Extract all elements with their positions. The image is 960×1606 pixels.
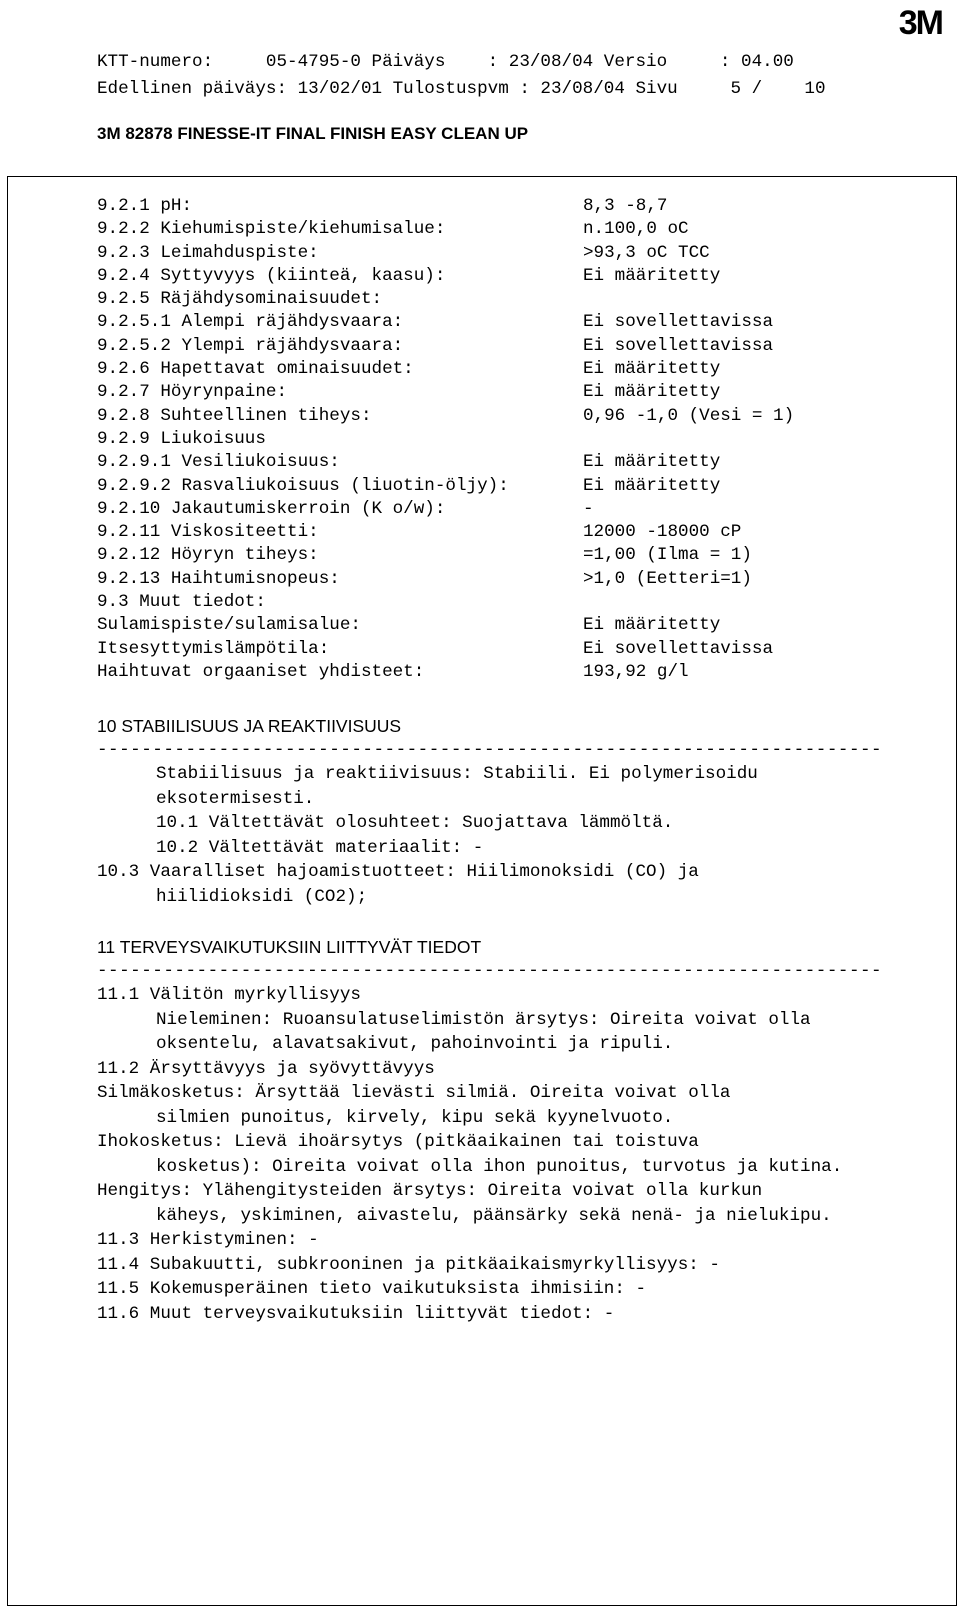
section-10-body [97,762,947,909]
property-row [97,661,947,684]
property-value: Ei määritetty [583,452,721,473]
section-11-separator: ----------------------------------------------------------------------- [97,961,883,982]
property-label: 9.2.10 Jakautumiskerroin (K o/w): [97,498,446,519]
property-label: 9.2.5.2 Ylempi räjähdysvaara: [97,335,404,356]
property-value: 193,92 g/l [583,661,689,682]
property-label: 9.2.13 Haihtumisnopeus: [97,568,340,589]
header-line-print-info: Edellinen päiväys: 13/02/01 Tulostuspvm : 23/08/04 Sivu 5 / 10 [97,79,826,99]
property-row [97,242,947,265]
property-row [97,428,947,451]
property-row [97,544,947,567]
property-row [97,498,947,521]
property-row [97,521,947,544]
property-label: Itsesyttymislämpötila: [97,638,330,659]
text-line: kosketus): Oireita voivat olla ihon punoitus, turvotus ja kutina. [156,1156,843,1177]
document-body [97,195,947,1326]
property-value: Ei määritetty [583,359,721,380]
property-row [97,311,947,334]
property-value: Ei sovellettavissa [583,638,774,659]
text-line: Nieleminen: Ruoansulatuselimistön ärsytys: Oireita voivat olla [156,1009,811,1030]
property-value: 8,3 -8,7 [583,196,668,216]
physical-properties-list [97,195,947,684]
property-row [97,451,947,474]
property-label: 9.2.4 Syttyvyys (kiinteä, kaasu): [97,265,446,286]
property-label: 9.2.9.1 Vesiliukoisuus: [97,452,340,473]
3m-logo: 3M [898,4,942,42]
property-row [97,591,947,614]
property-row [97,218,947,241]
property-value: Ei sovellettavissa [583,335,774,356]
property-label: 9.2.9 Liukoisuus [97,428,266,449]
text-line: silmien punoitus, kirvely, kipu sekä kyynelvuoto. [156,1107,674,1128]
property-value: Ei määritetty [583,265,721,286]
text-line: 11.4 Subakuutti, subkrooninen ja pitkäaikaismyrkyllisyys: - [97,1254,720,1275]
property-value: - [583,498,594,519]
text-line: 11.6 Muut terveysvaikutuksiin liittyvät tiedot: - [97,1303,615,1324]
property-value: >93,3 oC TCC [583,242,710,263]
property-label: 9.3 Muut tiedot: [97,592,266,613]
property-label: 9.2.9.2 Rasvaliukoisuus (liuotin-öljy): [97,475,509,496]
property-label: 9.2.6 Hapettavat ominaisuudet: [97,359,414,380]
property-label: Haihtuvat orgaaniset yhdisteet: [97,661,425,682]
property-label: Sulamispiste/sulamisalue: [97,615,361,636]
text-line: Stabiilisuus ja reaktiivisuus: Stabiili. Ei polymerisoidu [156,764,758,785]
property-value: >1,0 (Eetteri=1) [583,568,752,589]
property-value: Ei määritetty [583,475,721,496]
property-label: 9.2.7 Höyrynpaine: [97,382,288,403]
text-line: eksotermisesti. [156,788,315,809]
text-line: 10.2 Vältettävät materiaalit: - [156,837,484,858]
property-row [97,475,947,498]
text-line: 11.3 Herkistyminen: - [97,1230,319,1251]
property-label: 9.2.11 Viskositeetti: [97,522,319,543]
property-row [97,638,947,661]
text-line: käheys, yskiminen, aivastelu, päänsärky sekä nenä- ja nielukipu. [156,1205,832,1226]
property-label: 9.2.5.1 Alempi räjähdysvaara: [97,312,404,333]
section-10-title: 10 STABIILISUUS JA REAKTIIVISUUS [97,716,402,737]
property-value: Ei määritetty [583,382,721,403]
section-11-body [97,983,947,1326]
property-value: Ei sovellettavissa [583,312,774,333]
property-label: 9.2.12 Höyryn tiheys: [97,545,319,566]
property-label: 9.2.2 Kiehumispiste/kiehumisalue: [97,219,446,240]
text-line: 10.3 Vaaralliset hajoamistuotteet: Hiilimonoksidi (CO) ja [97,862,699,883]
header-line-document-info: KTT-numero: 05-4795-0 Päiväys : 23/08/04 Versio : 04.00 [97,52,794,72]
property-label: 9.2.8 Suhteellinen tiheys: [97,405,372,426]
text-line: hiilidioksidi (CO2); [156,886,368,907]
text-line: Silmäkosketus: Ärsyttää lievästi silmiä. Oireita voivat olla [97,1083,731,1104]
text-line: 11.1 Välitön myrkyllisyys [97,985,361,1006]
text-line: 11.2 Ärsyttävyys ja syövyttävyys [97,1058,435,1079]
property-value: n.100,0 oC [583,219,689,240]
product-title: 3M 82878 FINESSE-IT FINAL FINISH EASY CLEAN UP [97,124,529,143]
property-row [97,195,947,218]
text-line: 10.1 Vältettävät olosuhteet: Suojattava lämmöltä. [156,813,674,834]
property-value: 0,96 -1,0 (Vesi = 1) [583,405,795,426]
property-label: 9.2.1 pH: [97,196,193,216]
text-line: Ihokosketus: Lievä ihoärsytys (pitkäaikainen tai toistuva [97,1132,699,1153]
text-line: oksentelu, alavatsakivut, pahoinvointi ja ripuli. [156,1034,674,1055]
property-row [97,568,947,591]
property-row [97,335,947,358]
property-row [97,358,947,381]
property-row [97,265,947,288]
property-value: Ei määritetty [583,615,721,636]
property-row [97,614,947,637]
property-row [97,405,947,428]
property-row [97,288,947,311]
property-value: 12000 -18000 cP [583,522,742,543]
section-11-title: 11 TERVEYSVAIKUTUKSIIN LIITTYVÄT TIEDOT [97,937,482,958]
text-line: 11.5 Kokemusperäinen tieto vaikutuksista ihmisiin: - [97,1279,647,1300]
text-line: Hengitys: Ylähengitysteiden ärsytys: Oireita voivat olla kurkun [97,1181,763,1202]
property-value: =1,00 (Ilma = 1) [583,545,752,566]
property-label: 9.2.5 Räjähdysominaisuudet: [97,289,383,310]
property-label: 9.2.3 Leimahduspiste: [97,242,319,263]
section-10-separator: ----------------------------------------------------------------------- [97,740,883,761]
property-row [97,381,947,404]
